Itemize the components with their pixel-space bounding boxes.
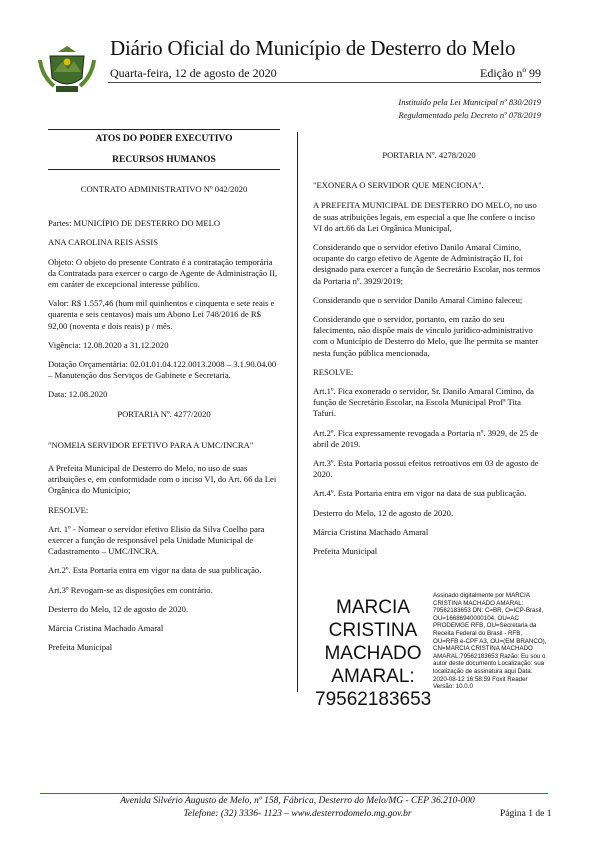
consideration-1: Considerando que o servidor efetivo Danilo Amaral Cimino, ocupante do cargo efetivo de Agente de Administração II, foi designado para exercer a função de Secretário Escolar, nos termos da Portaria nº. 3929/2019; xyxy=(313,242,541,286)
institution-note xyxy=(398,96,541,122)
signer-role: Prefeita Municipal xyxy=(48,642,113,653)
issue-date: Quarta-feira, 12 de agosto de 2020 xyxy=(110,66,277,80)
resolve-label: RESOLVE: xyxy=(48,504,89,515)
portaria-quote: "NOMEIA SERVIDOR EFETIVO PARA A UMC/INCRA" xyxy=(48,439,254,450)
header-divider xyxy=(108,82,541,83)
contract-name: ANA CAROLINA REIS ASSIS xyxy=(48,237,159,248)
article-1: Art.1º. Fica exonerado o servidor, Sr. Danilo Amaral Cimino, da função de Secretário Escolar, na Escola Municipal Profª Tita Tafuri. xyxy=(313,386,534,419)
signature-name-line: MARCIA xyxy=(336,597,410,618)
signature-name-line: AMARAL: xyxy=(331,666,415,687)
signer-name: Márcia Cristina Machado Amaral xyxy=(313,526,429,537)
signer-role: Prefeita Municipal xyxy=(313,546,378,557)
footer-address: Avenida Silvério Augusto de Melo, nº 158, Fábrica, Desterro do Melo/MG - CEP 36.210-000 xyxy=(120,796,475,806)
footer-contact: Telefone: (32) 3336- 1123 – www.desterrodomelo.mg.gov.br xyxy=(183,809,412,819)
section-subheading: RECURSOS HUMANOS xyxy=(112,155,216,165)
article-2: Art.2º. Esta Portaria entra em vigor na data de sua publicação. xyxy=(48,565,262,576)
signature-name-line: 79562183653 xyxy=(315,689,432,710)
portaria-title: PORTARIA Nº. 4277/2020 xyxy=(117,408,211,419)
right-column xyxy=(313,150,545,557)
contract-budget: Dotação Orçamentária: 02.01.01.04.122.0013.2008 – 3.1.90.04.00 – Manutenção dos Serviços de Gabinete e Secretaria. xyxy=(48,359,277,381)
footer-divider xyxy=(40,793,548,794)
contract-validity: Vigência: 12.08.2020 a 31.12.2020 xyxy=(48,339,169,350)
left-column xyxy=(48,128,280,653)
signature-name-line: MACHADO xyxy=(324,643,422,664)
column-divider xyxy=(297,132,298,692)
consideration-2: Considerando que o servidor Danilo Amaral Cimino faleceu; xyxy=(313,294,523,305)
portaria-quote: "EXONERA O SERVIDOR QUE MENCIONA". xyxy=(313,180,484,191)
article-4: Art.4º. Esta Portaria entra em vigor na data de sua publicação. xyxy=(313,488,527,499)
section-rule-bottom xyxy=(48,169,280,170)
contract-parties: Partes: MUNICÍPIO DE DESTERRO DO MELO xyxy=(48,218,221,229)
signer-name: Márcia Cristina Machado Amaral xyxy=(48,623,164,634)
signature-details: Assinado digitalmente por MARCIA CRISTINA MACHADO AMARAL: 79562183653 DN: C=BR, O=ICP-Brasil, OU=16686940000104, OU=AC PRODEMGE RFB, OU=Secretaria da Receita Federal do Brasil - RFB, OU=RFB e-CPF A3, OU=(EM BRANCO), CN=MARCIA CRISTINA MACHADO AMARAL:79562183653 Razão: Eu sou o autor deste documento Localização: sua localização de assinatura aqui Data: 2020-08-12 16:58:59 Foxit Reader Versão: 10.0.0 xyxy=(433,592,547,691)
contract-object: Objeto: O objeto do presente Contrato é a contratação temporária da Contratada para exercer o cargo de Agente de Administração II, em caráter de excepcional interesse público. xyxy=(48,256,278,290)
signature-name xyxy=(315,596,431,711)
contract-title: CONTRATO ADMINISTRATIVO Nº 042/2020 xyxy=(80,184,248,194)
consideration-3: Considerando que o servidor, portanto, em razão do seu falecimento, não dispõe mais de vínculo jurídico-administrativo com o Município de Desterro do Melo, que lhe permita se manter nesta função pública mencionada, xyxy=(313,314,539,358)
portaria-intro: A PREFEITA MUNICIPAL DE DESTERRO DO MELO, no uso de suas atribuições legais, em especial a que lhe confere o inciso VI do art.66 da Lei Orgânica Municipal, xyxy=(313,200,537,233)
institution-line: Instituído pela Lei Municipal nº 830/2019 xyxy=(398,97,541,107)
contract-value: Valor: R$ 1.557,46 (hum mil quinhentos e cinquenta e sete reais e quarenta e seis centavos) mais um Abono Lei 748/2016 de R$ 92,00 (noventa e dois reais) p / mês. xyxy=(48,298,275,331)
article-2: Art.2º. Fica expressamente revogada a Portaria nº. 3929, de 25 de abril de 2019. xyxy=(313,427,539,449)
contract-date: Data: 12.08.2020 xyxy=(48,389,108,400)
article-3: Art.3º. Esta Portaria possui efeitos retroativos em 03 de agosto de 2020. xyxy=(313,458,539,480)
article-3: Art.3º Revogam-se as disposições em contrário. xyxy=(48,584,213,595)
section-rule-top xyxy=(48,129,280,130)
page-title: Diário Oficial do Município de Desterro do Melo xyxy=(110,36,516,60)
portaria-intro: A Prefeita Municipal de Desterro do Melo, no uso de suas atribuições e, em conformidade com o inciso VI, do Art. 66 da Lei Orgânica do Município; xyxy=(48,463,277,496)
regulation-line: Regulamentado pelo Decreto nº 078/2019 xyxy=(398,110,541,120)
resolve-label: RESOLVE: xyxy=(313,366,354,377)
place-date: Desterro do Melo, 12 de agosto de 2020. xyxy=(48,603,189,614)
place-date: Desterro do Melo, 12 de agosto de 2020. xyxy=(313,507,454,518)
section-heading: ATOS DO PODER EXECUTIVO xyxy=(95,134,233,144)
edition-number: Edição nº 99 xyxy=(480,66,542,80)
article-1: Art. 1º - Nomear o servidor efetivo Elisio da Silva Coelho para exercer a função de responsável pela Unidade Municipal de Cadastramento – UMC/INCRA. xyxy=(48,523,265,557)
signature-name-line: CRISTINA xyxy=(328,620,418,641)
page-number: Página 1 de 1 xyxy=(500,809,552,819)
portaria-title: PORTARIA Nº. 4278/2020 xyxy=(382,150,476,160)
coat-of-arms-logo xyxy=(36,42,98,96)
